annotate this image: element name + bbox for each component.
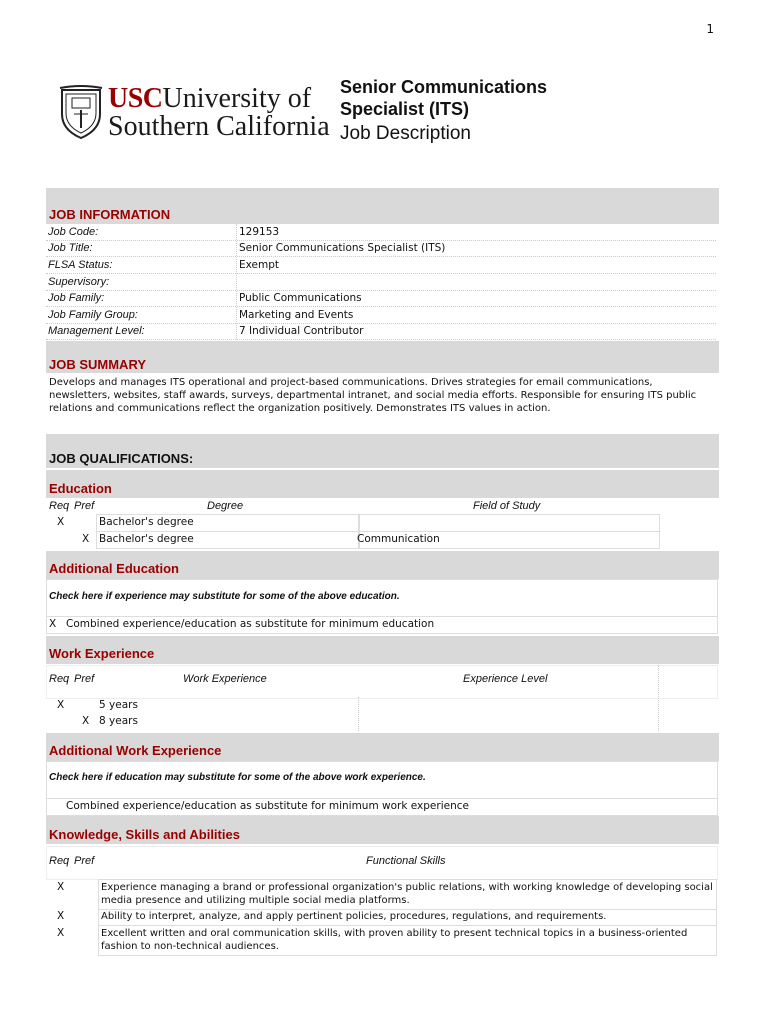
col-pref: Pref xyxy=(74,500,95,512)
info-row xyxy=(46,323,716,340)
ksa-heading: Knowledge, Skills and Abilities xyxy=(49,827,240,842)
info-label: Job Family: xyxy=(48,292,105,304)
info-value: Public Communications xyxy=(239,292,362,304)
info-row xyxy=(46,274,716,291)
req-mark: X xyxy=(57,516,65,528)
logo-wordmark-line1: USCUniversity of xyxy=(108,83,312,114)
substitute-text: Combined experience/education as substitute for minimum education xyxy=(66,618,435,630)
additional-education-heading: Additional Education xyxy=(49,561,179,576)
degree-value: Bachelor's degree xyxy=(99,533,194,545)
info-value: 7 Individual Contributor xyxy=(239,325,364,337)
substitute-text: Combined experience/education as substitute for minimum work experience xyxy=(66,800,469,812)
page-number: 1 xyxy=(706,22,714,36)
logo-wordmark-line2: Southern California xyxy=(108,111,330,142)
document-title: Senior Communications Specialist (ITS) xyxy=(340,77,548,119)
col-experience-level: Experience Level xyxy=(463,673,548,685)
info-label: Job Title: xyxy=(48,242,93,254)
col-work-experience: Work Experience xyxy=(183,673,267,685)
info-row xyxy=(46,224,716,241)
experience-years: 8 years xyxy=(99,715,138,727)
info-label: Job Family Group: xyxy=(48,309,138,321)
document-subtitle: Job Description xyxy=(340,123,471,144)
req-mark: X xyxy=(57,881,65,893)
pref-mark: X xyxy=(82,533,90,545)
job-summary-text: Develops and manages ITS operational and project-based communications. Drives strategies for email communications, newsletters, websites, staff awards, surveys, departmental intranet, and social media efforts. Responsible for ensuring ITS public relations and communications reflect the organization positively. Demonstrates ITS values in action. xyxy=(49,377,697,414)
col-degree: Degree xyxy=(207,500,244,512)
info-label: Job Code: xyxy=(48,226,99,238)
column-divider xyxy=(658,665,660,731)
column-divider xyxy=(358,697,360,731)
req-mark: X xyxy=(57,910,65,922)
info-value: Senior Communications Specialist (ITS) xyxy=(239,242,446,254)
info-value: Marketing and Events xyxy=(239,309,354,321)
info-row xyxy=(46,290,716,307)
col-req: Req xyxy=(49,855,70,867)
req-mark: X xyxy=(57,699,65,711)
info-label: Management Level: xyxy=(48,325,145,337)
job-information-heading: JOB INFORMATION xyxy=(49,207,171,222)
degree-value: Bachelor's degree xyxy=(99,516,194,528)
req-mark: X xyxy=(57,927,65,939)
work-experience-heading: Work Experience xyxy=(49,646,155,661)
work-experience-column-header xyxy=(46,665,718,699)
experience-years: 5 years xyxy=(99,699,138,711)
col-req: Req xyxy=(49,673,70,685)
job-summary-heading: JOB SUMMARY xyxy=(49,357,147,372)
education-heading: Education xyxy=(49,481,112,496)
field-cell xyxy=(358,514,660,532)
col-pref: Pref xyxy=(74,855,95,867)
info-row xyxy=(46,257,716,274)
info-value: 129153 xyxy=(239,226,280,238)
additional-work-experience-check-text: Check here if education may substitute for some of the above work experience. xyxy=(49,772,426,783)
col-functional-skills: Functional Skills xyxy=(366,855,446,867)
skill-text: Ability to interpret, analyze, and apply pertinent policies, procedures, regulations, and requirements. xyxy=(101,911,607,922)
info-row xyxy=(46,307,716,324)
col-field-of-study: Field of Study xyxy=(473,500,541,512)
info-label: Supervisory: xyxy=(48,276,110,288)
additional-education-check-text: Check here if experience may substitute for some of the above education. xyxy=(49,591,400,602)
skill-text: Experience managing a brand or professional organization's public relations, with working knowledge of developing social media presence and utilizing multiple social media platforms. xyxy=(101,882,713,906)
col-req: Req xyxy=(49,500,70,512)
info-label: FLSA Status: xyxy=(48,259,113,271)
usc-seal-icon xyxy=(58,84,104,140)
additional-work-experience-heading: Additional Work Experience xyxy=(49,743,222,758)
substitute-mark: X xyxy=(49,618,57,630)
info-value: Exempt xyxy=(239,259,279,271)
col-pref: Pref xyxy=(74,673,95,685)
skill-text: Excellent written and oral communication skills, with proven ability to present technical topics in a business-oriented fashion to non-technical audiences. xyxy=(101,928,688,952)
job-qualifications-heading: JOB QUALIFICATIONS: xyxy=(49,451,194,466)
field-value: Communication xyxy=(357,533,440,545)
pref-mark: X xyxy=(82,715,90,727)
info-row xyxy=(46,240,716,257)
job-summary-header xyxy=(46,341,719,373)
education-header xyxy=(46,470,719,498)
